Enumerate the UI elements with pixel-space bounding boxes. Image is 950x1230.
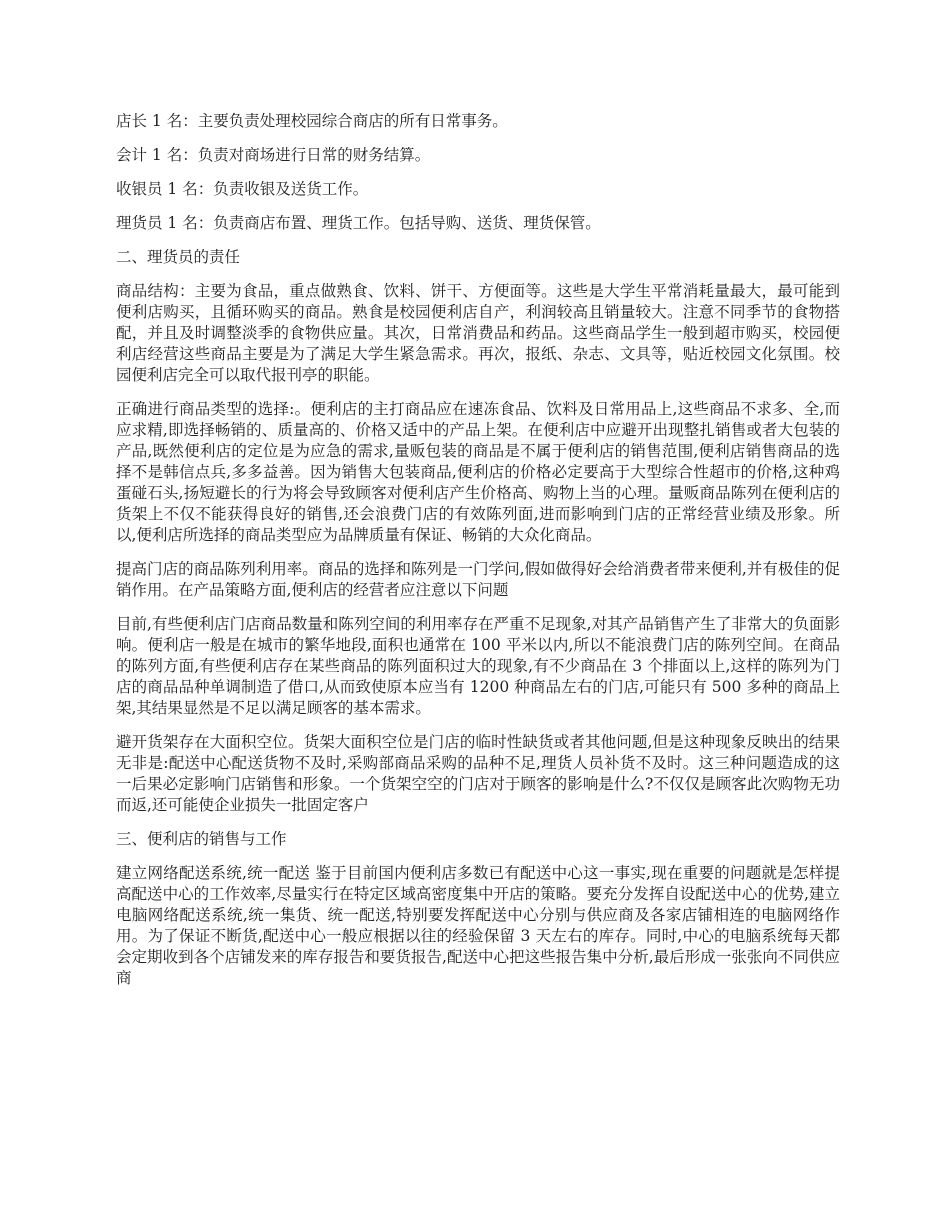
- paragraph-product-structure: 商品结构：主要为食品，重点做熟食、饮料、饼干、方便面等。这些是大学生平常消耗量最大，最可能到便利店购买，且循环购买的商品。熟食是校园便利店自产，利润较高且销量较大。注意不同季节的食物搭配，并且及时调整淡季的食物供应量。其次，日常消费品和药品。这些商品学生一般到超市购买，校园便利店经营这些商品主要是为了满足大学生紧急需求。再次，报纸、杂志、文具等，贴近校园文化氛围。校园便利店完全可以取代报刊亭的职能。: [116, 282, 840, 384]
- document-body: [116, 111, 840, 1002]
- paragraph-display-utilization: 提高门店的商品陈列利用率。商品的选择和陈列是一门学问,假如做得好会给消费者带来便利,并有极佳的促销作用。在产品策略方面,便利店的经营者应注意以下问题: [116, 560, 840, 599]
- paragraph-current-issues: 目前,有些便利店门店商品数量和陈列空间的利用率存在严重不足现象,对其产品销售产生了非常大的负面影响。便利店一般是在城市的繁华地段,面积也通常在 100 平米以内,所以不能浪费门店的陈列空间。在商品的陈列方面,有些便利店存在某些商品的陈列面积过大的现象,有不少商品在 3 个排面以上,这样的陈列为门店的商品品种单调制造了借口,从而致使原本应当有 1200 种商品左右的门店,可能只有 500 多种的商品上架,其结果显然是不足以满足顾客的基本需求。: [116, 615, 840, 717]
- paragraph-avoid-empty-shelves: 避开货架存在大面积空位。货架大面积空位是门店的临时性缺货或者其他问题,但是这种现象反映出的结果无非是:配送中心配送货物不及时,采购部商品采购的品种不足,理货人员补货不及时。这三种问题造成的这一后果必定影响门店销售和形象。一个货架空空的门店对于顾客的影响是什么?不仅仅是顾客此次购物无功而返,还可能使企业损失一批固定客户: [116, 733, 840, 814]
- section-heading-clerk-duties: 二、理货员的责任: [116, 248, 241, 266]
- paragraph-accountant: 会计 1 名：负责对商场进行日常的财务结算。: [116, 146, 431, 164]
- paragraph-distribution-network: 建立网络配送系统,统一配送 鉴于目前国内便利店多数已有配送中心这一事实,现在重要的问题就是怎样提高配送中心的工作效率,尽量实行在特定区域高密度集中开店的策略。要充分发挥自设配送中心的优势,建立电脑网络配送系统,统一集货、统一配送,特别要发挥配送中心分别与供应商及各家店铺相连的电脑网络作用。为了保证不断货,配送中心一般应根据以往的经验保留 3 天左右的库存。同时,中心的电脑系统每天都会定期收到各个店铺发来的库存报告和要货报告,配送中心把这些报告集中分析,最后形成一张张向不同供应商: [116, 864, 840, 987]
- section-heading-sales-work: 三、便利店的销售与工作: [116, 830, 287, 848]
- paragraph-cashier: 收银员 1 名：负责收银及送货工作。: [116, 180, 369, 198]
- paragraph-store-manager: 店长 1 名：主要负责处理校园综合商店的所有日常事务。: [116, 112, 508, 130]
- paragraph-product-type-selection: 正确进行商品类型的选择:。便利店的主打商品应在速冻食品、饮料及日常用品上,这些商品不求多、全,而应求精,即选择畅销的、质量高的、价格又适中的产品上架。在便利店中应避开出现整扎销售或者大包装的产品,既然便利店的定位是为应急的需求,量贩包装的商品是不属于便利店的销售范围,便利店销售商品的选择不是韩信点兵,多多益善。因为销售大包装商品,便利店的价格必定要高于大型综合性超市的价格,这种鸡蛋碰石头,扬短避长的行为将会导致顾客对便利店产生价格高、购物上当的心理。量贩商品陈列在便利店的货架上不仅不能获得良好的销售,还会浪费门店的有效陈列面,进而影响到门店的正常经营业绩及形象。所以,便利店所选择的商品类型应为品牌质量有保证、畅销的大众化商品。: [116, 400, 840, 544]
- paragraph-stock-clerk: 理货员 1 名：负责商店布置、理货工作。包括导购、送货、理货保管。: [116, 214, 601, 232]
